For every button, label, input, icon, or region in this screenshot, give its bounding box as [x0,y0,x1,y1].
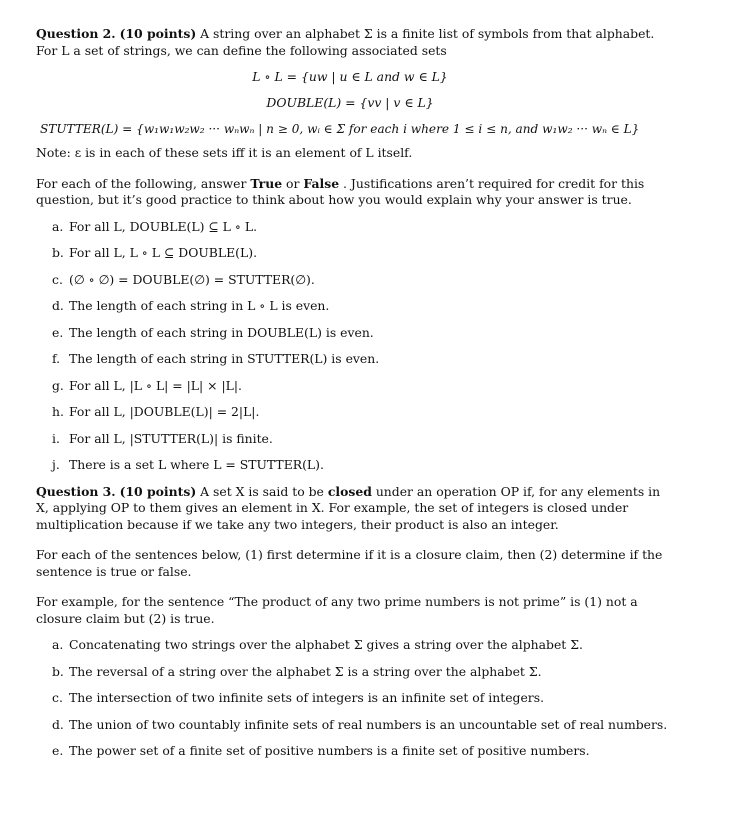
list-item [52,272,664,288]
question-3-example: For example, for the sentence “The product of any two prime numbers is not prime” is (1) not a closure claim but (2) is true. [36,594,638,626]
item-label: f. [52,351,61,366]
list-item [52,378,664,394]
item-label: a. [52,637,64,652]
item-text: For all L, |DOUBLE(L)| = 2|L|. [69,404,260,419]
item-text: For all L, |L ∘ L| = |L| × |L|. [69,377,242,393]
list-item [52,404,664,420]
item-text: For all L, DOUBLE(L) ⊆ L ∘ L. [69,218,258,234]
question-2-instructions [36,176,664,209]
item-label: b. [52,245,64,260]
item-label: g. [52,377,64,393]
epsilon-note: Note: ε is in each of these sets iff it is an element of L itself. [36,145,413,160]
item-text: Concatenating two strings over the alphabet Σ gives a string over the alphabet Σ. [69,637,583,652]
question-3-points: (10 points) [119,483,197,499]
closed-word: closed [327,483,372,499]
item-text: The length of each string in L ∘ L is even. [69,298,330,313]
list-item [52,431,664,447]
item-text: There is a set L where L = STUTTER(L). [69,457,324,472]
item-text: The union of two countably infinite sets of real numbers is an uncountable set of real numbers. [69,716,668,732]
list-item [52,245,664,261]
item-text: (∅ ∘ ∅) = DOUBLE(∅) = STUTTER(∅). [69,271,315,287]
item-text: For all L, |STUTTER(L)| is finite. [69,430,273,446]
item-label: i. [52,430,60,446]
item-label: d. [52,298,64,313]
list-item [52,743,664,759]
question-3-intro-pre: A set X is said to be [200,483,328,499]
item-text: The power set of a finite set of positive numbers is a finite set of positive numbers. [69,743,590,758]
question-3-intro [36,484,664,534]
item-text: The length of each string in DOUBLE(L) is even. [69,324,374,340]
item-text: The length of each string in STUTTER(L) is even. [69,351,380,366]
item-text: The reversal of a string over the alphabet Σ is a string over the alphabet Σ. [69,663,542,679]
item-text: For all L, L ∘ L ⊆ DOUBLE(L). [69,245,258,260]
item-label: j. [52,457,60,472]
question-2-items [36,219,664,474]
item-label: e. [52,743,64,758]
true-word: True [250,175,283,191]
list-item [52,298,664,314]
definition-stutter: STUTTER(L) = {w₁w₁w₂w₂ ··· wₙwₙ | n ≥ 0, wᵢ ∈ Σ for each i where 1 ≤ i ≤ n, and w₁w₂ ··· wₙ ∈ L} [40,122,640,136]
list-item [52,351,664,367]
item-label: a. [52,218,64,234]
question-2-intro-text: A string over an alphabet Σ is a finite list of symbols from that alphabet. For L a set of strings, we can define the following associated sets [36,26,655,58]
item-label: e. [52,324,64,340]
document-page [36,26,668,770]
list-item [52,325,664,341]
question-3-instructions: For each of the sentences below, (1) first determine if it is a closure claim, then (2) determine if the sentence is true or false. [36,547,663,579]
question-2-intro [36,26,664,59]
instructions-post: . Justifications aren’t required for credit for this question, but it’s good practice to think about how you would explain why your answer is true. [36,175,645,207]
list-item [52,690,664,706]
list-item [52,716,668,733]
question-3-intro-post: under an operation OP if, for any elements in X, applying OP to them gives an element in X. For example, the set of integers is closed under multiplication because if we take any two integers, their product is also an integer. [36,483,661,532]
false-word: False [303,175,340,191]
question-2-label: Question 2. [36,26,116,41]
question-2-points: (10 points) [119,26,197,41]
definition-double: DOUBLE(L) = {vv | v ∈ L} [266,95,434,110]
or-word: or [282,175,304,191]
question-3-items [36,637,668,759]
list-item [52,637,664,653]
definition-concat: L ∘ L = {uw | u ∈ L and w ∈ L} [252,69,448,84]
item-label: h. [52,404,64,419]
item-text: The intersection of two infinite sets of integers is an infinite set of integers. [69,690,545,705]
question-3-label: Question 3. [36,483,116,499]
instructions-pre: For each of the following, answer [36,175,251,191]
list-item [52,664,664,680]
item-label: c. [52,271,63,287]
item-label: c. [52,690,63,705]
list-item [52,219,664,235]
item-label: b. [52,663,64,679]
list-item [52,457,664,473]
item-label: d. [52,716,64,732]
